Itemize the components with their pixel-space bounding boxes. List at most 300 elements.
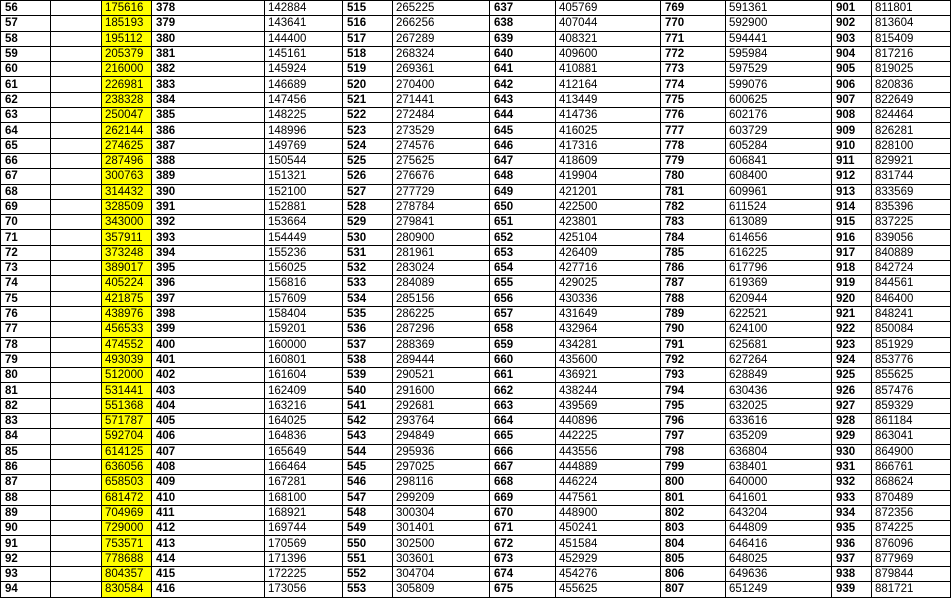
spacer-cell bbox=[51, 368, 102, 383]
row-number-cell: 920 bbox=[832, 291, 872, 306]
row-number-cell: 390 bbox=[152, 184, 265, 199]
value-cell: 273529 bbox=[393, 123, 490, 138]
spacer-cell bbox=[51, 169, 102, 184]
value-cell: 300304 bbox=[393, 505, 490, 520]
row-number-cell: 383 bbox=[152, 77, 265, 92]
row-number-cell: 515 bbox=[343, 1, 393, 16]
value-cell: 868624 bbox=[872, 475, 951, 490]
highlighted-value-cell: 456533 bbox=[102, 322, 152, 337]
table-row bbox=[1, 368, 951, 383]
row-number-cell: 516 bbox=[343, 16, 393, 31]
highlighted-value-cell: 373248 bbox=[102, 245, 152, 260]
spacer-cell bbox=[51, 322, 102, 337]
row-number-cell: 409 bbox=[152, 475, 265, 490]
row-number-cell: 73 bbox=[1, 261, 51, 276]
value-cell: 863041 bbox=[872, 429, 951, 444]
row-number-cell: 535 bbox=[343, 306, 393, 321]
table-row bbox=[1, 383, 951, 398]
value-cell: 595984 bbox=[726, 46, 832, 61]
row-number-cell: 400 bbox=[152, 337, 265, 352]
value-cell: 613089 bbox=[726, 215, 832, 230]
row-number-cell: 926 bbox=[832, 383, 872, 398]
highlighted-value-cell: 185193 bbox=[102, 16, 152, 31]
row-number-cell: 548 bbox=[343, 505, 393, 520]
value-cell: 152100 bbox=[265, 184, 343, 199]
value-cell: 855625 bbox=[872, 368, 951, 383]
spacer-cell bbox=[51, 77, 102, 92]
row-number-cell: 646 bbox=[490, 138, 556, 153]
value-cell: 446224 bbox=[556, 475, 661, 490]
row-number-cell: 76 bbox=[1, 306, 51, 321]
table-row bbox=[1, 291, 951, 306]
row-number-cell: 780 bbox=[661, 169, 726, 184]
value-cell: 831744 bbox=[872, 169, 951, 184]
table-row bbox=[1, 337, 951, 352]
row-number-cell: 802 bbox=[661, 505, 726, 520]
row-number-cell: 80 bbox=[1, 368, 51, 383]
row-number-cell: 414 bbox=[152, 551, 265, 566]
row-number-cell: 71 bbox=[1, 230, 51, 245]
value-cell: 423801 bbox=[556, 215, 661, 230]
row-number-cell: 916 bbox=[832, 230, 872, 245]
row-number-cell: 392 bbox=[152, 215, 265, 230]
value-cell: 155236 bbox=[265, 245, 343, 260]
row-number-cell: 906 bbox=[832, 77, 872, 92]
table-row bbox=[1, 184, 951, 199]
row-number-cell: 416 bbox=[152, 582, 265, 597]
value-cell: 649636 bbox=[726, 566, 832, 581]
row-number-cell: 543 bbox=[343, 429, 393, 444]
row-number-cell: 553 bbox=[343, 582, 393, 597]
value-cell: 638401 bbox=[726, 459, 832, 474]
spacer-cell bbox=[51, 490, 102, 505]
row-number-cell: 79 bbox=[1, 352, 51, 367]
table-row bbox=[1, 505, 951, 520]
value-cell: 625681 bbox=[726, 337, 832, 352]
row-number-cell: 934 bbox=[832, 505, 872, 520]
row-number-cell: 789 bbox=[661, 306, 726, 321]
row-number-cell: 784 bbox=[661, 230, 726, 245]
spacer-cell bbox=[51, 276, 102, 291]
row-number-cell: 386 bbox=[152, 123, 265, 138]
value-cell: 302500 bbox=[393, 536, 490, 551]
row-number-cell: 63 bbox=[1, 108, 51, 123]
row-number-cell: 85 bbox=[1, 444, 51, 459]
value-cell: 286225 bbox=[393, 306, 490, 321]
value-cell: 640000 bbox=[726, 475, 832, 490]
value-cell: 648025 bbox=[726, 551, 832, 566]
row-number-cell: 644 bbox=[490, 108, 556, 123]
table-row bbox=[1, 352, 951, 367]
table-row bbox=[1, 245, 951, 260]
row-number-cell: 923 bbox=[832, 337, 872, 352]
row-number-cell: 912 bbox=[832, 169, 872, 184]
highlighted-value-cell: 205379 bbox=[102, 46, 152, 61]
value-cell: 293764 bbox=[393, 414, 490, 429]
value-cell: 594441 bbox=[726, 31, 832, 46]
table-row bbox=[1, 429, 951, 444]
row-number-cell: 64 bbox=[1, 123, 51, 138]
row-number-cell: 664 bbox=[490, 414, 556, 429]
row-number-cell: 89 bbox=[1, 505, 51, 520]
row-number-cell: 403 bbox=[152, 383, 265, 398]
row-number-cell: 75 bbox=[1, 291, 51, 306]
row-number-cell: 398 bbox=[152, 306, 265, 321]
row-number-cell: 939 bbox=[832, 582, 872, 597]
value-cell: 289444 bbox=[393, 352, 490, 367]
row-number-cell: 791 bbox=[661, 337, 726, 352]
value-cell: 628849 bbox=[726, 368, 832, 383]
row-number-cell: 540 bbox=[343, 383, 393, 398]
spacer-cell bbox=[51, 536, 102, 551]
row-number-cell: 918 bbox=[832, 261, 872, 276]
value-cell: 861184 bbox=[872, 414, 951, 429]
row-number-cell: 519 bbox=[343, 62, 393, 77]
row-number-cell: 937 bbox=[832, 551, 872, 566]
value-cell: 281961 bbox=[393, 245, 490, 260]
spacer-cell bbox=[51, 245, 102, 260]
value-cell: 278784 bbox=[393, 199, 490, 214]
value-cell: 295936 bbox=[393, 444, 490, 459]
value-cell: 299209 bbox=[393, 490, 490, 505]
row-number-cell: 86 bbox=[1, 459, 51, 474]
spacer-cell bbox=[51, 92, 102, 107]
value-cell: 636804 bbox=[726, 444, 832, 459]
row-number-cell: 517 bbox=[343, 31, 393, 46]
highlighted-value-cell: 512000 bbox=[102, 368, 152, 383]
table-row bbox=[1, 46, 951, 61]
value-cell: 450241 bbox=[556, 521, 661, 536]
row-number-cell: 771 bbox=[661, 31, 726, 46]
value-cell: 275625 bbox=[393, 153, 490, 168]
value-cell: 265225 bbox=[393, 1, 490, 16]
value-cell: 276676 bbox=[393, 169, 490, 184]
highlighted-value-cell: 438976 bbox=[102, 306, 152, 321]
spacer-cell bbox=[51, 46, 102, 61]
value-cell: 143641 bbox=[265, 16, 343, 31]
value-cell: 597529 bbox=[726, 62, 832, 77]
value-cell: 409600 bbox=[556, 46, 661, 61]
value-cell: 271441 bbox=[393, 92, 490, 107]
spacer-cell bbox=[51, 306, 102, 321]
spacer-cell bbox=[51, 123, 102, 138]
value-cell: 599076 bbox=[726, 77, 832, 92]
row-number-cell: 792 bbox=[661, 352, 726, 367]
value-cell: 163216 bbox=[265, 398, 343, 413]
row-number-cell: 534 bbox=[343, 291, 393, 306]
value-cell: 413449 bbox=[556, 92, 661, 107]
value-cell: 269361 bbox=[393, 62, 490, 77]
value-cell: 627264 bbox=[726, 352, 832, 367]
row-number-cell: 654 bbox=[490, 261, 556, 276]
highlighted-value-cell: 614125 bbox=[102, 444, 152, 459]
table-row bbox=[1, 16, 951, 31]
value-cell: 149769 bbox=[265, 138, 343, 153]
value-cell: 864900 bbox=[872, 444, 951, 459]
highlighted-value-cell: 704969 bbox=[102, 505, 152, 520]
row-number-cell: 531 bbox=[343, 245, 393, 260]
row-number-cell: 909 bbox=[832, 123, 872, 138]
value-cell: 624100 bbox=[726, 322, 832, 337]
table-row bbox=[1, 582, 951, 597]
highlighted-value-cell: 804357 bbox=[102, 566, 152, 581]
value-cell: 644809 bbox=[726, 521, 832, 536]
row-number-cell: 790 bbox=[661, 322, 726, 337]
value-cell: 145161 bbox=[265, 46, 343, 61]
row-number-cell: 801 bbox=[661, 490, 726, 505]
value-cell: 857476 bbox=[872, 383, 951, 398]
row-number-cell: 662 bbox=[490, 383, 556, 398]
spacer-cell bbox=[51, 261, 102, 276]
row-number-cell: 84 bbox=[1, 429, 51, 444]
value-cell: 425104 bbox=[556, 230, 661, 245]
row-number-cell: 671 bbox=[490, 521, 556, 536]
value-cell: 161604 bbox=[265, 368, 343, 383]
row-number-cell: 904 bbox=[832, 46, 872, 61]
row-number-cell: 393 bbox=[152, 230, 265, 245]
table-row bbox=[1, 536, 951, 551]
table-row bbox=[1, 92, 951, 107]
spacer-cell bbox=[51, 459, 102, 474]
row-number-cell: 415 bbox=[152, 566, 265, 581]
row-number-cell: 785 bbox=[661, 245, 726, 260]
row-number-cell: 770 bbox=[661, 16, 726, 31]
row-number-cell: 777 bbox=[661, 123, 726, 138]
value-cell: 158404 bbox=[265, 306, 343, 321]
highlighted-value-cell: 274625 bbox=[102, 138, 152, 153]
value-cell: 651249 bbox=[726, 582, 832, 597]
value-cell: 297025 bbox=[393, 459, 490, 474]
value-cell: 819025 bbox=[872, 62, 951, 77]
row-number-cell: 905 bbox=[832, 62, 872, 77]
highlighted-value-cell: 571787 bbox=[102, 414, 152, 429]
row-number-cell: 549 bbox=[343, 521, 393, 536]
value-cell: 266256 bbox=[393, 16, 490, 31]
highlighted-value-cell: 226981 bbox=[102, 77, 152, 92]
value-cell: 267289 bbox=[393, 31, 490, 46]
value-cell: 432964 bbox=[556, 322, 661, 337]
value-cell: 633616 bbox=[726, 414, 832, 429]
value-cell: 815409 bbox=[872, 31, 951, 46]
row-number-cell: 522 bbox=[343, 108, 393, 123]
row-number-cell: 546 bbox=[343, 475, 393, 490]
highlighted-value-cell: 681472 bbox=[102, 490, 152, 505]
table-row bbox=[1, 138, 951, 153]
row-number-cell: 642 bbox=[490, 77, 556, 92]
value-cell: 870489 bbox=[872, 490, 951, 505]
highlighted-value-cell: 658503 bbox=[102, 475, 152, 490]
row-number-cell: 788 bbox=[661, 291, 726, 306]
highlighted-value-cell: 592704 bbox=[102, 429, 152, 444]
row-number-cell: 769 bbox=[661, 1, 726, 16]
value-cell: 435600 bbox=[556, 352, 661, 367]
highlighted-value-cell: 474552 bbox=[102, 337, 152, 352]
row-number-cell: 402 bbox=[152, 368, 265, 383]
row-number-cell: 391 bbox=[152, 199, 265, 214]
highlighted-value-cell: 389017 bbox=[102, 261, 152, 276]
value-cell: 622521 bbox=[726, 306, 832, 321]
row-number-cell: 640 bbox=[490, 46, 556, 61]
row-number-cell: 938 bbox=[832, 566, 872, 581]
highlighted-value-cell: 531441 bbox=[102, 383, 152, 398]
row-number-cell: 62 bbox=[1, 92, 51, 107]
row-number-cell: 389 bbox=[152, 169, 265, 184]
row-number-cell: 668 bbox=[490, 475, 556, 490]
row-number-cell: 93 bbox=[1, 566, 51, 581]
value-cell: 288369 bbox=[393, 337, 490, 352]
row-number-cell: 638 bbox=[490, 16, 556, 31]
value-cell: 824464 bbox=[872, 108, 951, 123]
value-cell: 438244 bbox=[556, 383, 661, 398]
highlighted-value-cell: 421875 bbox=[102, 291, 152, 306]
value-cell: 443556 bbox=[556, 444, 661, 459]
row-number-cell: 72 bbox=[1, 245, 51, 260]
table-row bbox=[1, 31, 951, 46]
row-number-cell: 641 bbox=[490, 62, 556, 77]
value-cell: 630436 bbox=[726, 383, 832, 398]
table-row bbox=[1, 169, 951, 184]
value-cell: 436921 bbox=[556, 368, 661, 383]
value-cell: 422500 bbox=[556, 199, 661, 214]
spacer-cell bbox=[51, 62, 102, 77]
row-number-cell: 68 bbox=[1, 184, 51, 199]
value-cell: 829921 bbox=[872, 153, 951, 168]
row-number-cell: 525 bbox=[343, 153, 393, 168]
row-number-cell: 408 bbox=[152, 459, 265, 474]
table-row bbox=[1, 551, 951, 566]
table-row bbox=[1, 77, 951, 92]
value-cell: 851929 bbox=[872, 337, 951, 352]
value-cell: 292681 bbox=[393, 398, 490, 413]
table-row bbox=[1, 62, 951, 77]
row-number-cell: 395 bbox=[152, 261, 265, 276]
row-number-cell: 547 bbox=[343, 490, 393, 505]
value-cell: 434281 bbox=[556, 337, 661, 352]
table-row bbox=[1, 398, 951, 413]
highlighted-value-cell: 493039 bbox=[102, 352, 152, 367]
row-number-cell: 388 bbox=[152, 153, 265, 168]
highlighted-value-cell: 262144 bbox=[102, 123, 152, 138]
value-cell: 164836 bbox=[265, 429, 343, 444]
value-cell: 159201 bbox=[265, 322, 343, 337]
value-cell: 876096 bbox=[872, 536, 951, 551]
value-cell: 616225 bbox=[726, 245, 832, 260]
value-cell: 287296 bbox=[393, 322, 490, 337]
value-cell: 164025 bbox=[265, 414, 343, 429]
row-number-cell: 538 bbox=[343, 352, 393, 367]
spacer-cell bbox=[51, 199, 102, 214]
highlighted-value-cell: 287496 bbox=[102, 153, 152, 168]
row-number-cell: 413 bbox=[152, 536, 265, 551]
value-cell: 426409 bbox=[556, 245, 661, 260]
row-number-cell: 526 bbox=[343, 169, 393, 184]
row-number-cell: 529 bbox=[343, 215, 393, 230]
row-number-cell: 59 bbox=[1, 46, 51, 61]
value-cell: 617796 bbox=[726, 261, 832, 276]
value-cell: 635209 bbox=[726, 429, 832, 444]
row-number-cell: 783 bbox=[661, 215, 726, 230]
row-number-cell: 796 bbox=[661, 414, 726, 429]
value-cell: 643204 bbox=[726, 505, 832, 520]
spacer-cell bbox=[51, 16, 102, 31]
value-cell: 859329 bbox=[872, 398, 951, 413]
value-cell: 620944 bbox=[726, 291, 832, 306]
row-number-cell: 387 bbox=[152, 138, 265, 153]
value-cell: 165649 bbox=[265, 444, 343, 459]
value-cell: 606841 bbox=[726, 153, 832, 168]
row-number-cell: 524 bbox=[343, 138, 393, 153]
highlighted-value-cell: 216000 bbox=[102, 62, 152, 77]
row-number-cell: 672 bbox=[490, 536, 556, 551]
value-cell: 452929 bbox=[556, 551, 661, 566]
highlighted-value-cell: 238328 bbox=[102, 92, 152, 107]
value-cell: 844561 bbox=[872, 276, 951, 291]
table-row bbox=[1, 230, 951, 245]
row-number-cell: 675 bbox=[490, 582, 556, 597]
row-number-cell: 396 bbox=[152, 276, 265, 291]
row-number-cell: 406 bbox=[152, 429, 265, 444]
row-number-cell: 410 bbox=[152, 490, 265, 505]
value-cell: 304704 bbox=[393, 566, 490, 581]
row-number-cell: 91 bbox=[1, 536, 51, 551]
row-number-cell: 407 bbox=[152, 444, 265, 459]
row-number-cell: 643 bbox=[490, 92, 556, 107]
value-cell: 872356 bbox=[872, 505, 951, 520]
value-cell: 632025 bbox=[726, 398, 832, 413]
row-number-cell: 649 bbox=[490, 184, 556, 199]
value-cell: 879844 bbox=[872, 566, 951, 581]
row-number-cell: 81 bbox=[1, 383, 51, 398]
value-cell: 152881 bbox=[265, 199, 343, 214]
row-number-cell: 670 bbox=[490, 505, 556, 520]
row-number-cell: 545 bbox=[343, 459, 393, 474]
row-number-cell: 932 bbox=[832, 475, 872, 490]
value-cell: 614656 bbox=[726, 230, 832, 245]
spacer-cell bbox=[51, 444, 102, 459]
value-cell: 840889 bbox=[872, 245, 951, 260]
value-cell: 290521 bbox=[393, 368, 490, 383]
value-cell: 142884 bbox=[265, 1, 343, 16]
row-number-cell: 65 bbox=[1, 138, 51, 153]
spacer-cell bbox=[51, 566, 102, 581]
row-number-cell: 786 bbox=[661, 261, 726, 276]
value-cell: 447561 bbox=[556, 490, 661, 505]
row-number-cell: 645 bbox=[490, 123, 556, 138]
table-row bbox=[1, 414, 951, 429]
value-cell: 410881 bbox=[556, 62, 661, 77]
row-number-cell: 933 bbox=[832, 490, 872, 505]
value-cell: 405769 bbox=[556, 1, 661, 16]
value-cell: 305809 bbox=[393, 582, 490, 597]
table-row bbox=[1, 566, 951, 581]
row-number-cell: 385 bbox=[152, 108, 265, 123]
highlighted-value-cell: 830584 bbox=[102, 582, 152, 597]
row-number-cell: 533 bbox=[343, 276, 393, 291]
value-cell: 439569 bbox=[556, 398, 661, 413]
row-number-cell: 800 bbox=[661, 475, 726, 490]
value-cell: 147456 bbox=[265, 92, 343, 107]
value-cell: 455625 bbox=[556, 582, 661, 597]
spacer-cell bbox=[51, 551, 102, 566]
table-row bbox=[1, 459, 951, 474]
row-number-cell: 528 bbox=[343, 199, 393, 214]
value-cell: 294849 bbox=[393, 429, 490, 444]
value-cell: 429025 bbox=[556, 276, 661, 291]
value-cell: 270400 bbox=[393, 77, 490, 92]
row-number-cell: 520 bbox=[343, 77, 393, 92]
spacer-cell bbox=[51, 383, 102, 398]
highlighted-value-cell: 636056 bbox=[102, 459, 152, 474]
